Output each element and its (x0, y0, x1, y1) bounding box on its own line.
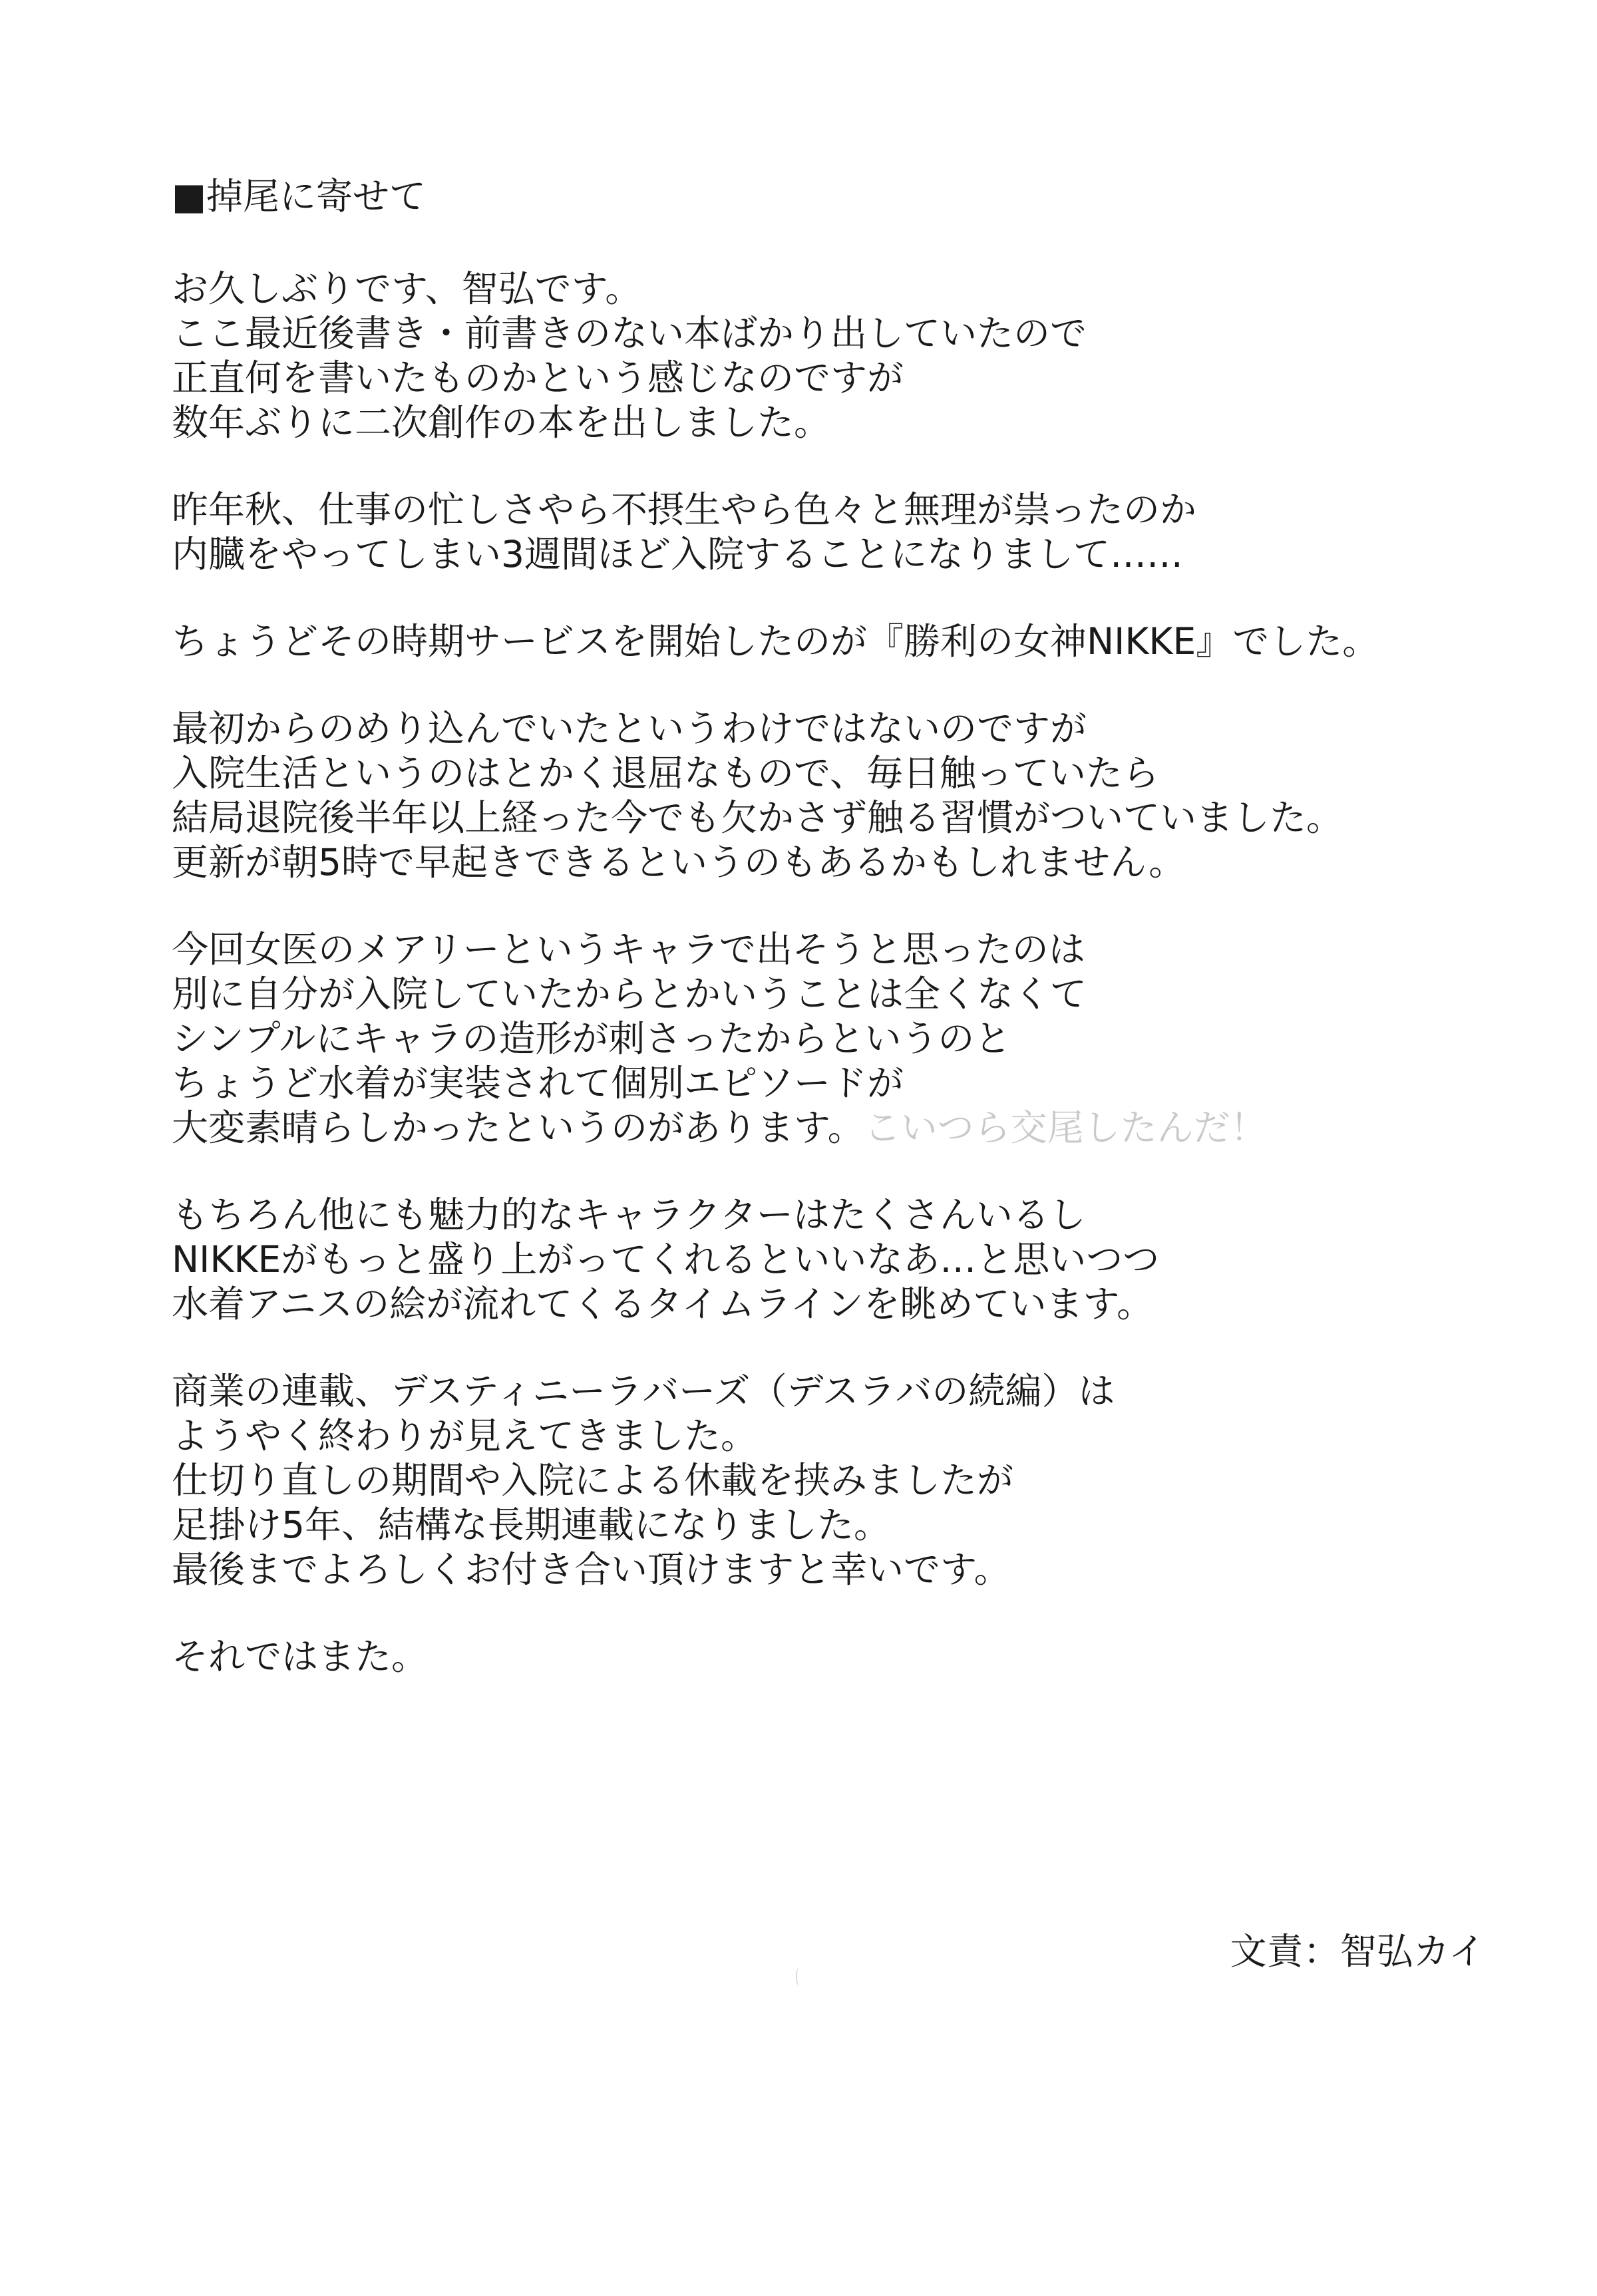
text-line: 正直何を書いたものかという感じなのですが (172, 357, 904, 399)
text-line: 最初からのめり込んでいたというわけではないのですが (172, 707, 1087, 750)
text-line: それではまた。 (172, 1635, 429, 1678)
paragraph-hospital (172, 488, 1503, 577)
text-line: 更新が朝5時で早起きできるというのもあるかもしれません。 (172, 841, 1186, 884)
text-line: 別に自分が入院していたからとかいうことは全くなくて (172, 973, 1087, 1015)
faint-note: こいつら交尾したんだ！ (864, 1106, 1267, 1149)
paragraph-nikke-launch (172, 619, 1503, 664)
text-line: もちろん他にも魅力的なキャラクターはたくさんいるし (172, 1194, 1086, 1236)
text-line: 入院生活というのはとかく退屈なもので、毎日触っていたら (172, 752, 1159, 794)
text-line: 足掛け5年、結構な長期連載になりました。 (172, 1504, 890, 1546)
text-segment: 大変素晴らしかったというのがあります。 (172, 1106, 864, 1149)
paragraph-closing (172, 1635, 1503, 1679)
text-line: ここ最近後書き・前書きのない本ばかり出していたので (172, 312, 1087, 355)
text-line: 内臓をやってしまい3週間ほど入院することになりまして…… (172, 533, 1183, 575)
section-title: ■掉尾に寄せて (172, 175, 426, 218)
text-line: 商業の連載、デスティニーラバーズ（デスラバの続編）は (172, 1370, 1115, 1412)
text-line: ちょうど水着が実装されて個別エピソードが (172, 1062, 904, 1104)
text-line: 仕切り直しの期間や入院による休載を挟みましたが (172, 1459, 1014, 1502)
text-line: NIKKEがもっと盛り上がってくれるといいなあ…と思いつつ (172, 1238, 1160, 1281)
text-line: お久しぶりです、智弘です。 (172, 267, 642, 310)
text-line: 今回女医のメアリーというキャラで出そうと思ったのは (172, 928, 1085, 971)
text-line-with-note (172, 1106, 1503, 1150)
document-body (172, 174, 1503, 1722)
paragraph-mary (172, 927, 1503, 1150)
text-line: 結局退院後半年以上経った今でも欠かさず触る習慣がついていました。 (172, 796, 1343, 839)
text-line: 昨年秋、仕事の忙しさやら不摂生やら色々と無理が祟ったのか (172, 488, 1197, 531)
text-line: 最後までよろしくお付き合い頂けますと幸いです。 (172, 1548, 1011, 1591)
paper-speck (796, 1968, 801, 1985)
paragraph-habit (172, 707, 1503, 885)
paragraph-greeting (172, 267, 1503, 445)
signature: 文責：智弘カイ (1230, 1930, 1485, 1973)
paragraph-serialization (172, 1369, 1503, 1592)
text-line: 数年ぶりに二次創作の本を出しました。 (172, 401, 831, 444)
text-line: ちょうどその時期サービスを開始したのが『勝利の女神NIKKE』でした。 (172, 620, 1379, 663)
text-line: 水着アニスの絵が流れてくるタイムラインを眺めています。 (172, 1283, 1154, 1325)
text-line: ようやく終わりが見えてきました。 (172, 1414, 758, 1457)
text-line: シンプルにキャラの造形が刺さったからというのと (172, 1017, 1011, 1060)
paragraph-characters (172, 1193, 1503, 1327)
